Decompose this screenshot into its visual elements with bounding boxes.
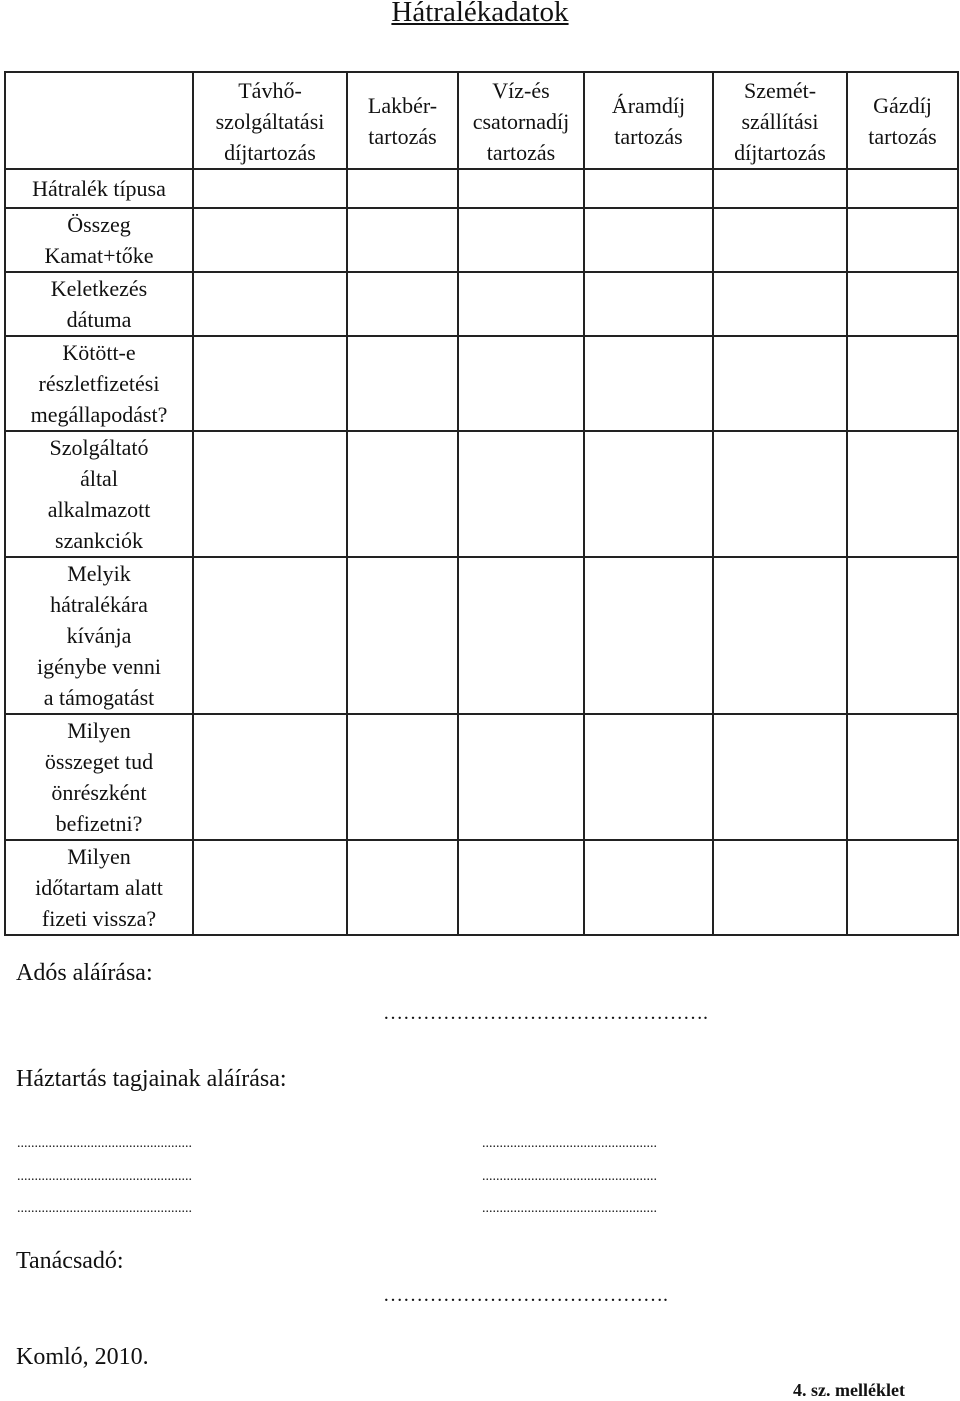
column-header: Távhő- szolgáltatási díjtartozás xyxy=(193,72,347,169)
table-cell[interactable] xyxy=(847,169,958,208)
table-cell[interactable] xyxy=(347,714,458,840)
table-cell[interactable] xyxy=(193,557,347,714)
table-cell[interactable] xyxy=(458,714,584,840)
table-cell[interactable] xyxy=(458,431,584,557)
table-cell[interactable] xyxy=(847,714,958,840)
row-label: Összeg Kamat+tőke xyxy=(5,208,193,272)
household-signature-line[interactable]: .................................................. xyxy=(17,1169,192,1184)
table-cell[interactable] xyxy=(847,840,958,935)
annex-number: 4. sz. melléklet xyxy=(793,1380,905,1400)
table-cell[interactable] xyxy=(347,840,458,935)
table-cell[interactable] xyxy=(847,557,958,714)
table-cell[interactable] xyxy=(713,431,847,557)
row-label: Keletkezés dátuma xyxy=(5,272,193,336)
table-cell[interactable] xyxy=(193,169,347,208)
row-label: Szolgáltató által alkalmazott szankciók xyxy=(5,431,193,557)
table-row xyxy=(5,169,958,208)
table-cell[interactable] xyxy=(584,208,713,272)
table-row xyxy=(5,208,958,272)
table-cell[interactable] xyxy=(347,272,458,336)
table-cell[interactable] xyxy=(584,557,713,714)
table-cell[interactable] xyxy=(847,208,958,272)
column-header: Szemét- szállítási díjtartozás xyxy=(713,72,847,169)
table-cell[interactable] xyxy=(713,272,847,336)
column-header: Gázdíj tartozás xyxy=(847,72,958,169)
table-cell[interactable] xyxy=(584,714,713,840)
row-label: Kötött-e részletfizetési megállapodást? xyxy=(5,336,193,431)
table-cell[interactable] xyxy=(347,208,458,272)
table-cell[interactable] xyxy=(584,840,713,935)
household-signature-line[interactable]: .................................................. xyxy=(17,1136,192,1151)
table-cell[interactable] xyxy=(193,714,347,840)
table-cell[interactable] xyxy=(713,557,847,714)
table-cell[interactable] xyxy=(458,840,584,935)
table-row xyxy=(5,336,958,431)
table-header-row xyxy=(5,72,958,169)
table-cell[interactable] xyxy=(713,840,847,935)
table-row xyxy=(5,431,958,557)
table-cell[interactable] xyxy=(713,336,847,431)
table-cell[interactable] xyxy=(458,272,584,336)
table-cell[interactable] xyxy=(847,272,958,336)
place-and-date: Komló, 2010. xyxy=(16,1344,149,1370)
arrears-table xyxy=(4,71,959,936)
table-cell[interactable] xyxy=(847,431,958,557)
table-cell[interactable] xyxy=(584,431,713,557)
table-cell[interactable] xyxy=(193,272,347,336)
table-cell[interactable] xyxy=(347,169,458,208)
household-signature-line[interactable]: .................................................. xyxy=(482,1169,657,1184)
table-cell[interactable] xyxy=(584,336,713,431)
row-label: Milyen időtartam alatt fizeti vissza? xyxy=(5,840,193,935)
household-signature-line[interactable]: .................................................. xyxy=(17,1201,192,1216)
advisor-signature-line[interactable]: ……………………………………. xyxy=(383,1284,668,1306)
table-cell[interactable] xyxy=(458,169,584,208)
household-signature-line[interactable]: .................................................. xyxy=(482,1136,657,1151)
table-cell[interactable] xyxy=(193,840,347,935)
document-title: Hátralékadatok xyxy=(391,0,569,28)
column-header: Lakbér- tartozás xyxy=(347,72,458,169)
household-signature-line[interactable]: .................................................. xyxy=(482,1201,657,1216)
table-row xyxy=(5,272,958,336)
table-cell[interactable] xyxy=(347,557,458,714)
table-row xyxy=(5,840,958,935)
table-row xyxy=(5,714,958,840)
table-cell[interactable] xyxy=(847,336,958,431)
table-cell[interactable] xyxy=(584,169,713,208)
table-cell[interactable] xyxy=(458,336,584,431)
row-label: Hátralék típusa xyxy=(5,169,193,208)
table-cell[interactable] xyxy=(193,208,347,272)
debtor-signature-label: Adós aláírása: xyxy=(16,960,153,986)
table-cell[interactable] xyxy=(713,208,847,272)
header-corner-cell xyxy=(5,72,193,169)
column-header: Víz-és csatornadíj tartozás xyxy=(458,72,584,169)
table-cell[interactable] xyxy=(193,336,347,431)
row-label: Milyen összeget tud önrészként befizetni? xyxy=(5,714,193,840)
table-cell[interactable] xyxy=(193,431,347,557)
advisor-signature-label: Tanácsadó: xyxy=(16,1248,124,1274)
table-cell[interactable] xyxy=(458,208,584,272)
table-row xyxy=(5,557,958,714)
household-signature-label: Háztartás tagjainak aláírása: xyxy=(16,1066,287,1092)
table-cell[interactable] xyxy=(458,557,584,714)
column-header: Áramdíj tartozás xyxy=(584,72,713,169)
table-cell[interactable] xyxy=(347,431,458,557)
table-cell[interactable] xyxy=(713,169,847,208)
row-label: Melyik hátralékára kívánja igénybe venni a támogatást xyxy=(5,557,193,714)
debtor-signature-line[interactable]: …………………………………………. xyxy=(383,1002,708,1024)
table-cell[interactable] xyxy=(347,336,458,431)
table-cell[interactable] xyxy=(713,714,847,840)
table-cell[interactable] xyxy=(584,272,713,336)
